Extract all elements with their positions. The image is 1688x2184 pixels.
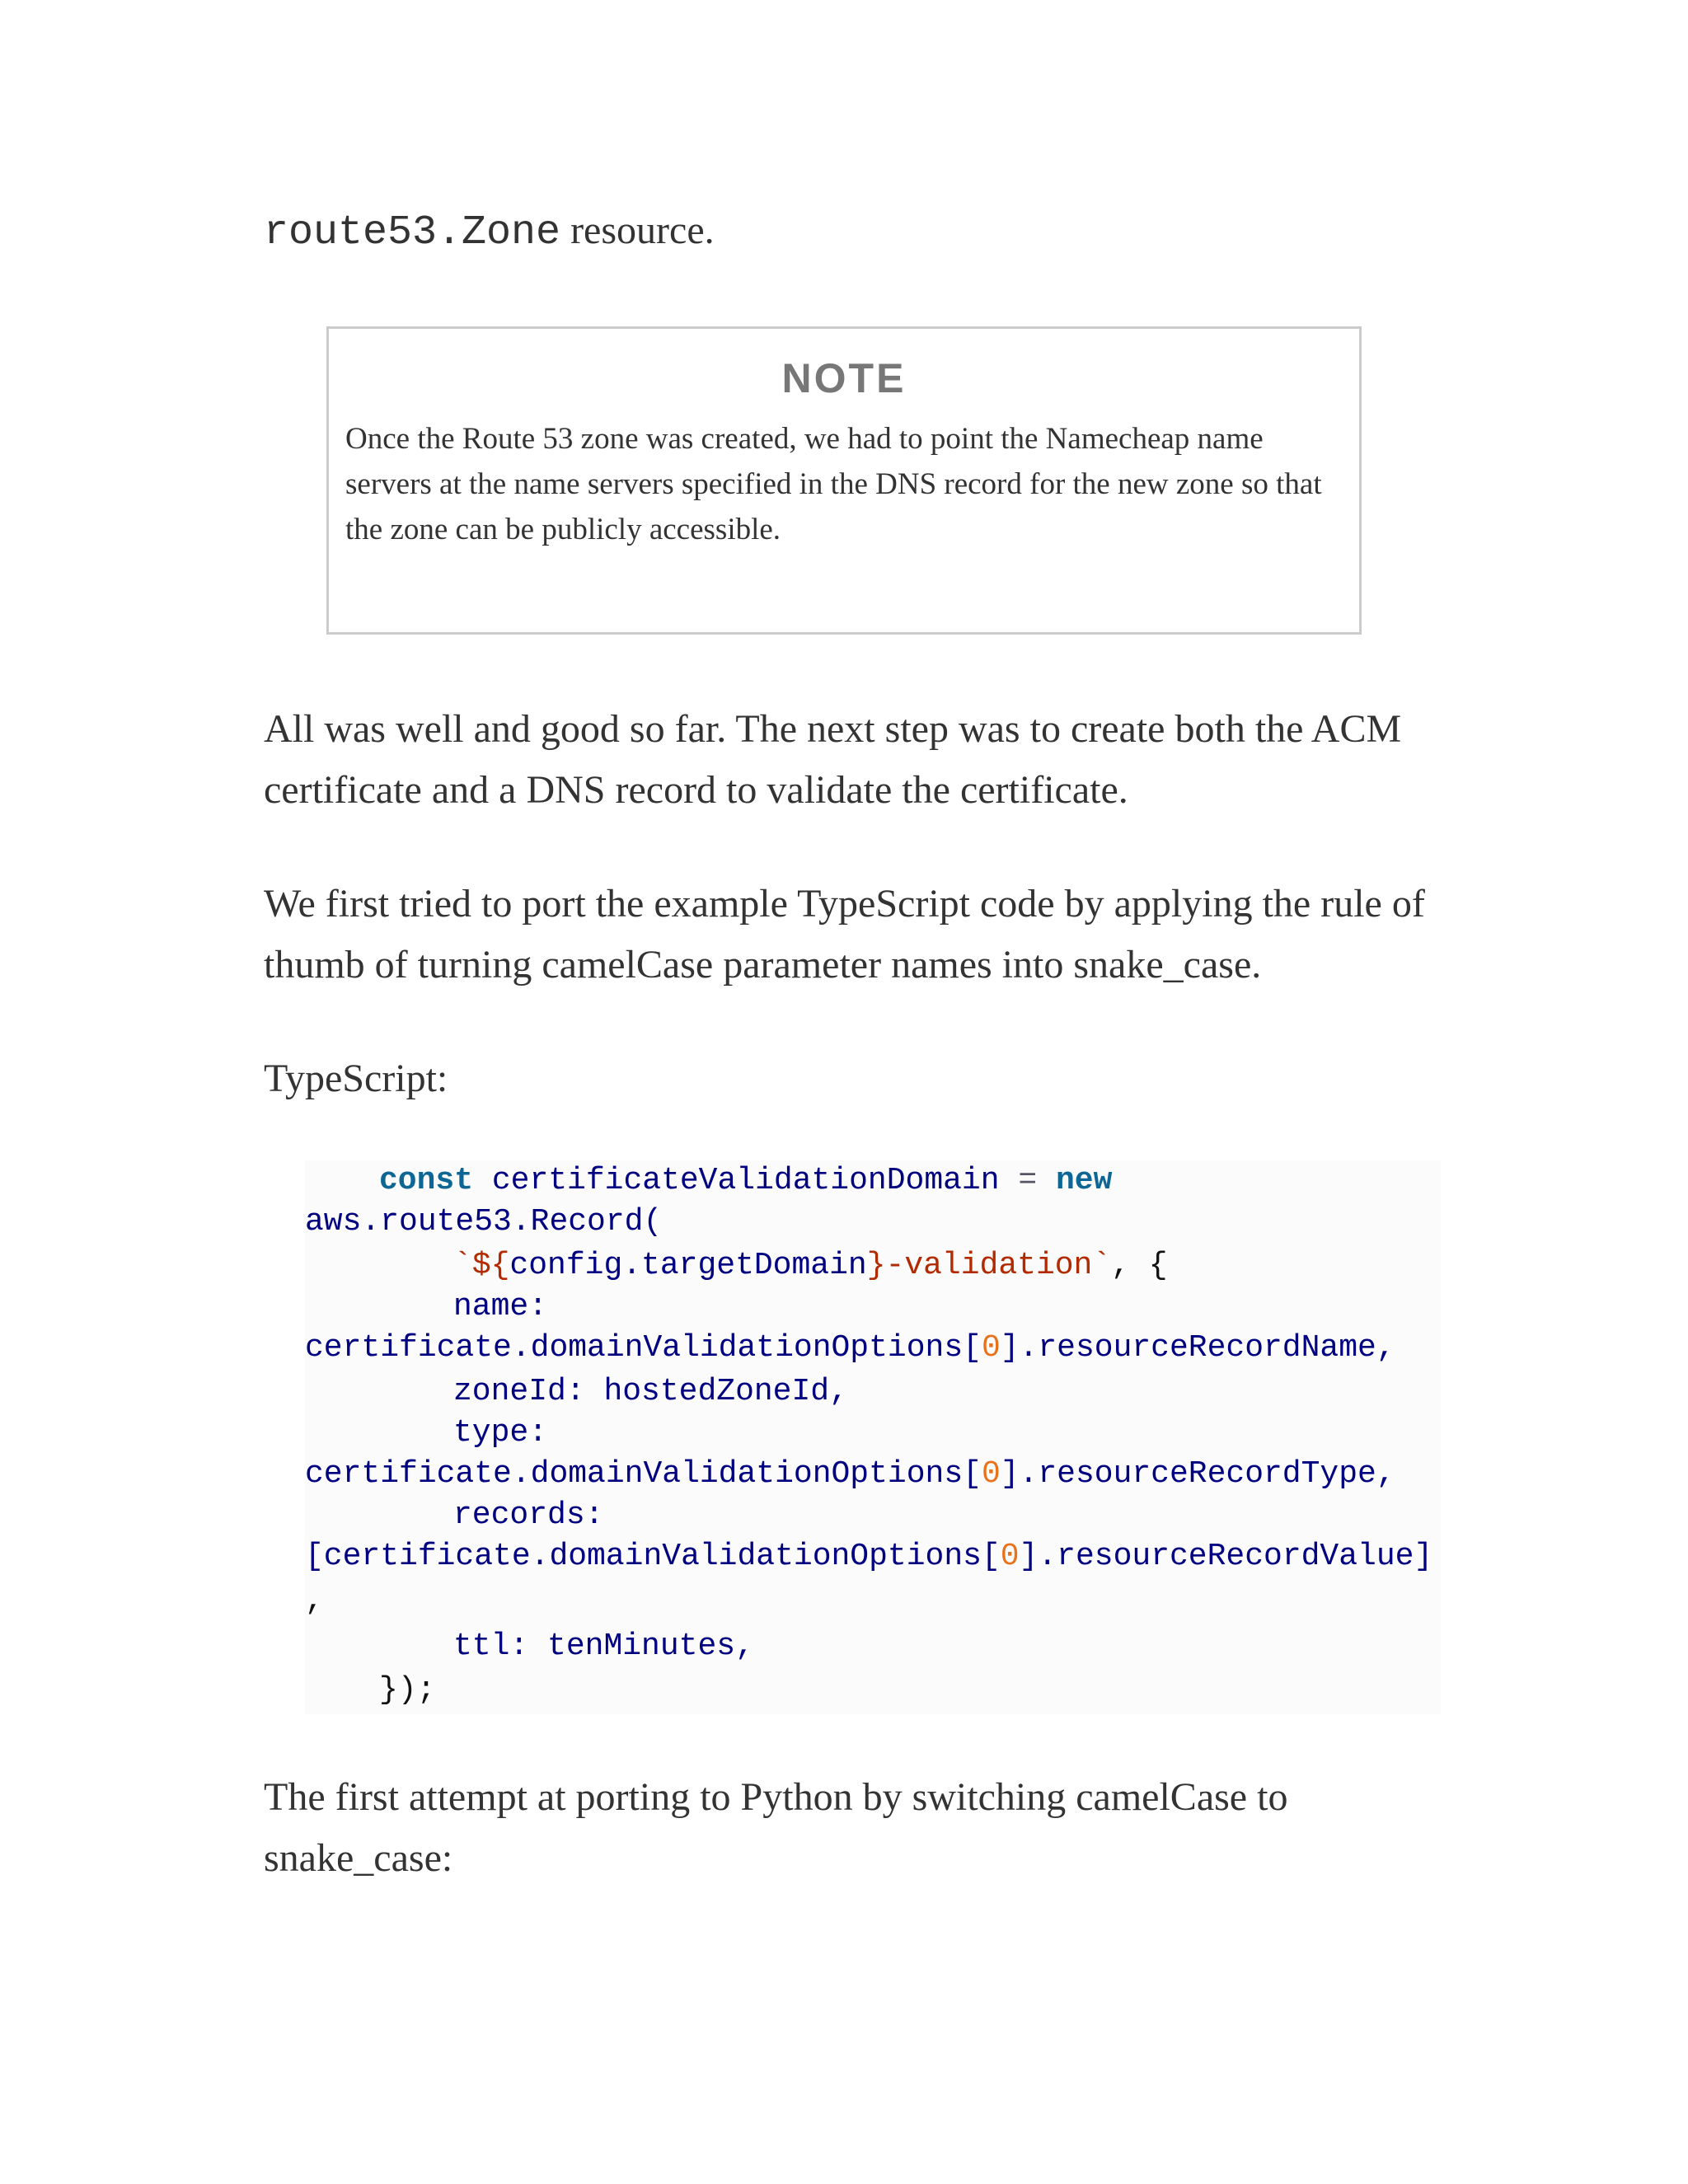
code-line-12: ttl: tenMinutes, [453,1629,754,1664]
code-line-11: , [305,1583,324,1619]
code-block-typescript [305,1160,1441,1714]
paragraph-acm: All was well and good so far. The next step was to create both the ACM certificate and a DNS record to validate the certificate. [264,707,1402,812]
paragraph-typescript-label: TypeScript: [264,1057,448,1100]
code-line-3: `${config.targetDomain}-validation`, { [453,1248,1168,1283]
code-line-6: zoneId: hostedZoneId, [453,1374,848,1409]
paragraph-port-attempt: We first tried to port the example TypeScript code by applying the rule of thumb of turning camelCase parameter names into snake_case. [264,882,1425,987]
code-line-8: certificate.domainValidationOptions[0].resourceRecordType, [305,1456,1395,1492]
note-callout [326,326,1362,635]
code-line-4: name: [453,1289,548,1324]
code-line-2: aws.route53.Record( [305,1204,663,1240]
note-body: Once the Route 53 zone was created, we had to point the Namecheap name servers at the name servers specified in the DNS record for the new zone so that the zone can be publicly accessible. [345,422,1322,546]
paragraph-python-attempt: The first attempt at porting to Python by switching camelCase to snake_case: [264,1775,1288,1880]
code-line-13: }); [379,1672,436,1708]
intro-text: resource. [560,209,715,252]
note-title: NOTE [781,355,907,401]
code-line-9: records: [453,1497,604,1533]
code-line-1: const certificateValidationDomain = new [379,1163,1113,1198]
intro-line [264,204,715,260]
code-line-7: type: [453,1415,548,1451]
inline-code: route53.Zone [264,209,561,256]
code-line-10: [certificate.domainValidationOptions[0].resourceRecordValue] [305,1539,1433,1574]
code-line-5: certificate.domainValidationOptions[0].resourceRecordName, [305,1330,1395,1366]
